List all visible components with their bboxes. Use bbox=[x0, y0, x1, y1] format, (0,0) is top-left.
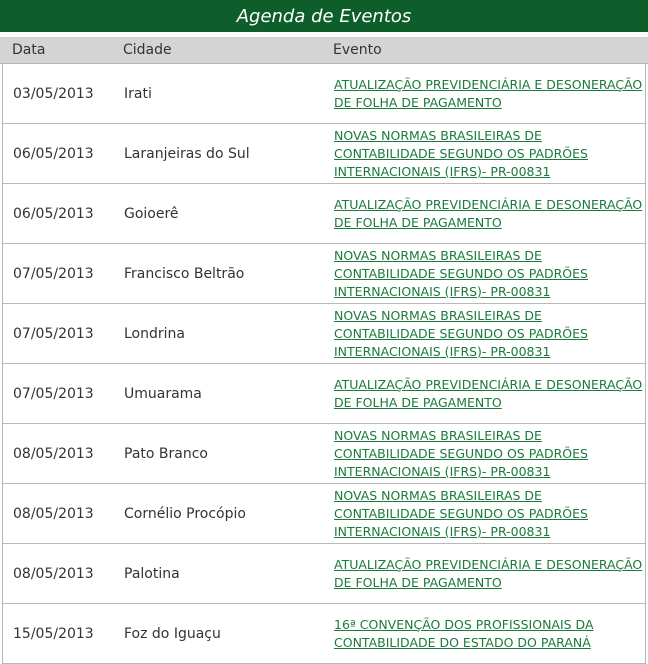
table-row bbox=[3, 544, 645, 604]
event-city: Foz do Iguaçu bbox=[124, 625, 221, 642]
table-row bbox=[3, 304, 645, 364]
event-link[interactable]: NOVAS NORMAS BRASILEIRAS DE CONTABILIDADE SEGUNDO OS PADRÕES INTERNACIONAIS (IFRS)- PR-00831 bbox=[334, 307, 588, 359]
event-date: 08/05/2013 bbox=[13, 565, 94, 582]
event-city: Umuarama bbox=[124, 385, 202, 402]
table-row bbox=[3, 364, 645, 424]
event-city: Francisco Beltrão bbox=[124, 265, 245, 282]
event-link[interactable]: ATUALIZAÇÃO PREVIDENCIÁRIA E DESONERAÇÃO DE FOLHA DE PAGAMENTO bbox=[334, 76, 643, 110]
event-city: Goioerê bbox=[124, 205, 179, 222]
widget-title: Agenda de Eventos bbox=[0, 0, 648, 32]
table-row bbox=[3, 244, 645, 304]
event-city: Palotina bbox=[124, 565, 180, 582]
event-date: 07/05/2013 bbox=[13, 385, 94, 402]
event-date: 03/05/2013 bbox=[13, 85, 94, 102]
header-date: Data bbox=[12, 42, 46, 58]
event-link[interactable]: ATUALIZAÇÃO PREVIDENCIÁRIA E DESONERAÇÃO DE FOLHA DE PAGAMENTO bbox=[334, 376, 643, 410]
event-link[interactable]: ATUALIZAÇÃO PREVIDENCIÁRIA E DESONERAÇÃO DE FOLHA DE PAGAMENTO bbox=[334, 556, 643, 590]
event-date: 15/05/2013 bbox=[13, 625, 94, 642]
event-link[interactable]: ATUALIZAÇÃO PREVIDENCIÁRIA E DESONERAÇÃO DE FOLHA DE PAGAMENTO bbox=[334, 196, 643, 230]
table-header bbox=[0, 37, 648, 64]
table-row bbox=[3, 64, 645, 124]
event-city: Irati bbox=[124, 85, 152, 102]
event-date: 08/05/2013 bbox=[13, 505, 94, 522]
table-row bbox=[3, 424, 645, 484]
event-date: 07/05/2013 bbox=[13, 325, 94, 342]
event-date: 06/05/2013 bbox=[13, 145, 94, 162]
event-link[interactable]: 16ª CONVENÇÃO DOS PROFISSIONAIS DA CONTABILIDADE DO ESTADO DO PARANÁ bbox=[334, 616, 594, 650]
events-table bbox=[2, 63, 646, 664]
event-date: 06/05/2013 bbox=[13, 205, 94, 222]
event-link[interactable]: NOVAS NORMAS BRASILEIRAS DE CONTABILIDADE SEGUNDO OS PADRÕES INTERNACIONAIS (IFRS)- PR-00831 bbox=[334, 427, 588, 479]
event-link[interactable]: NOVAS NORMAS BRASILEIRAS DE CONTABILIDADE SEGUNDO OS PADRÕES INTERNACIONAIS (IFRS)- PR-00831 bbox=[334, 487, 588, 539]
event-city: Londrina bbox=[124, 325, 185, 342]
table-row bbox=[3, 484, 645, 544]
event-link[interactable]: NOVAS NORMAS BRASILEIRAS DE CONTABILIDADE SEGUNDO OS PADRÕES INTERNACIONAIS (IFRS)- PR-00831 bbox=[334, 247, 588, 299]
event-link[interactable]: NOVAS NORMAS BRASILEIRAS DE CONTABILIDADE SEGUNDO OS PADRÕES INTERNACIONAIS (IFRS)- PR-00831 bbox=[334, 127, 588, 179]
event-city: Laranjeiras do Sul bbox=[124, 145, 250, 162]
event-date: 07/05/2013 bbox=[13, 265, 94, 282]
event-city: Pato Branco bbox=[124, 445, 208, 462]
table-row bbox=[3, 604, 645, 664]
header-event: Evento bbox=[333, 42, 382, 58]
event-date: 08/05/2013 bbox=[13, 445, 94, 462]
event-city: Cornélio Procópio bbox=[124, 505, 246, 522]
table-row bbox=[3, 124, 645, 184]
header-city: Cidade bbox=[123, 42, 172, 58]
table-row bbox=[3, 184, 645, 244]
